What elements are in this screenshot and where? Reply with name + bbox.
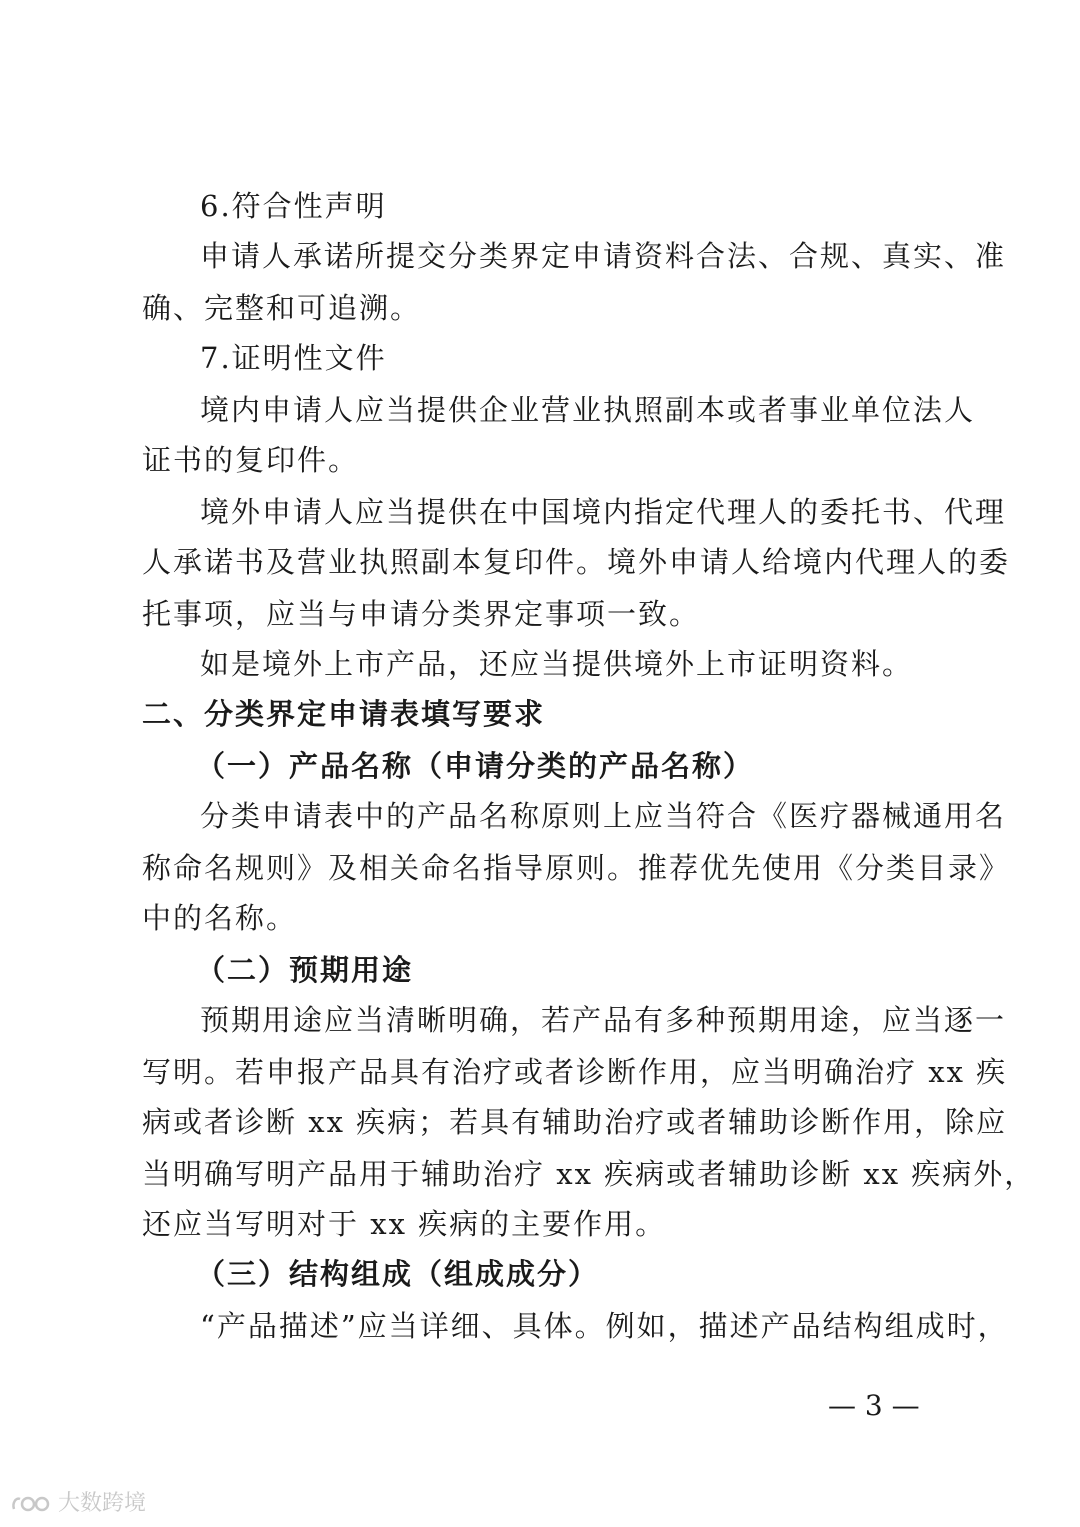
paragraph-line: 境外申请人应当提供在中国境内指定代理人的委托书、代理: [200, 495, 1007, 529]
paragraph-line: 如是境外上市产品，还应当提供境外上市证明资料。: [200, 647, 914, 681]
watermark: [10, 1490, 146, 1518]
paragraph-line: 称命名规则》及相关命名指导原则。推荐优先使用《分类目录》: [142, 851, 1011, 885]
paragraph-line: 人承诺书及营业执照副本复印件。境外申请人给境内代理人的委: [142, 545, 1011, 579]
paragraph-line: 还应当写明对于 xx 疾病的主要作用。: [142, 1207, 667, 1241]
paragraph-line: 病或者诊断 xx 疾病；若具有辅助治疗或者辅助诊断作用，除应: [142, 1105, 1008, 1139]
paragraph-line: 写明。若申报产品具有治疗或者诊断作用，应当明确治疗 xx 疾: [142, 1055, 1008, 1089]
paragraph-line: 预期用途应当清晰明确，若产品有多种预期用途，应当逐一: [200, 1003, 1007, 1037]
watermark-text: 大数跨境: [58, 1491, 147, 1516]
paragraph-line: 中的名称。: [142, 901, 298, 935]
paragraph-line: 托事项，应当与申请分类界定事项一致。: [142, 597, 701, 631]
page-number: — 3 —: [828, 1389, 920, 1422]
paragraph-line: 确、完整和可追溯。: [142, 291, 422, 325]
subsection-heading: （一）产品名称（申请分类的产品名称）: [196, 749, 755, 783]
paragraph-line: “产品描述”应当详细、具体。例如，描述产品结构组成时，: [200, 1309, 1009, 1343]
paragraph-line: 境内申请人应当提供企业营业执照副本或者事业单位法人: [200, 393, 976, 427]
section-item-title: 7.证明性文件: [200, 341, 387, 375]
paragraph-line: 当明确写明产品用于辅助治疗 xx 疾病或者辅助诊断 xx 疾病外，: [142, 1157, 1036, 1191]
section-heading: 二、分类界定申请表填写要求: [142, 697, 546, 731]
section-item-title: 6.符合性声明: [200, 189, 387, 223]
watermark-logo-icon: [10, 1491, 54, 1517]
paragraph-line: 分类申请表中的产品名称原则上应当符合《医疗器械通用名: [200, 799, 1007, 833]
subsection-heading: （二）预期用途: [196, 953, 414, 987]
subsection-heading: （三）结构组成（组成成分）: [196, 1257, 600, 1291]
paragraph-line: 证书的复印件。: [142, 443, 360, 477]
paragraph-line: 申请人承诺所提交分类界定申请资料合法、合规、真实、准: [200, 239, 1007, 273]
